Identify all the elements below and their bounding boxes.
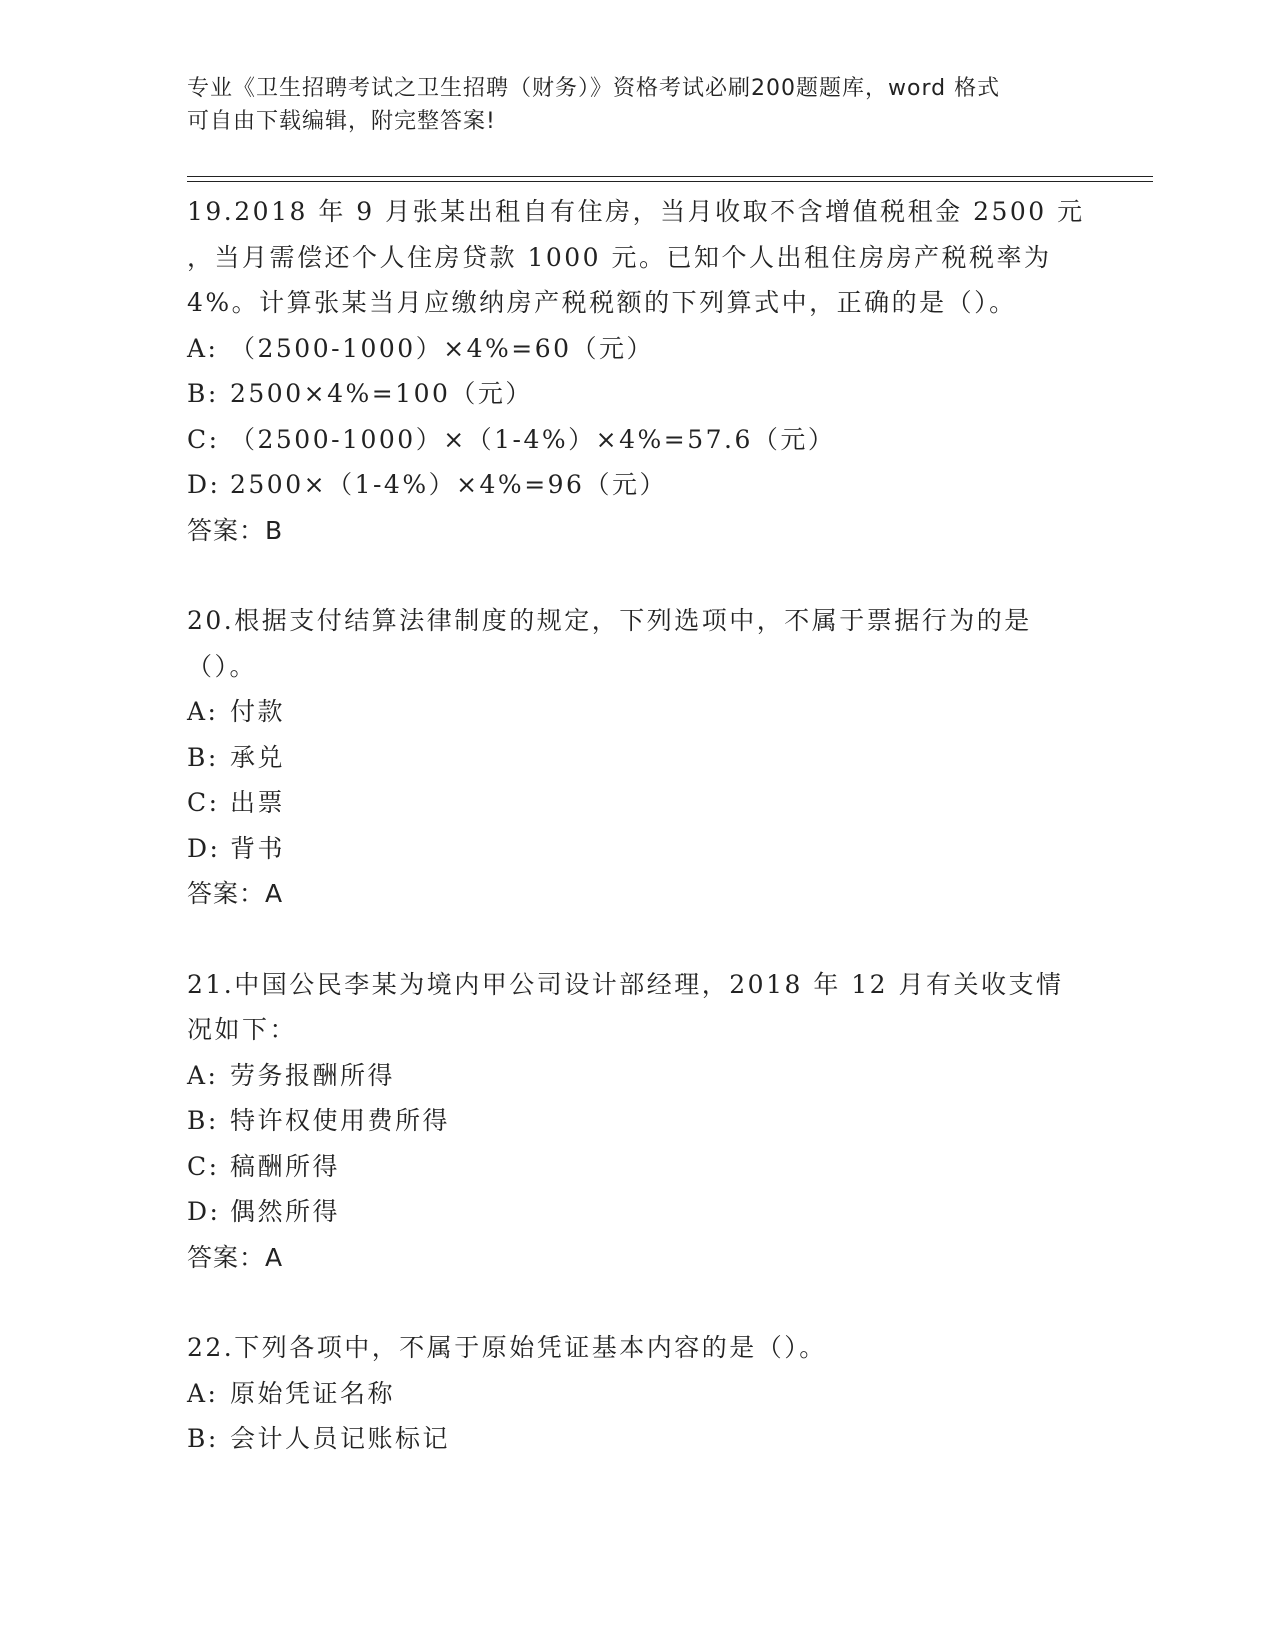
question-text-line: 况如下：: [187, 1015, 298, 1044]
option-text: 原始凭证名称: [230, 1378, 396, 1408]
option-text: 2500×（1-4%）×4%=96（元）: [230, 470, 667, 499]
question-text-line: 19.2018 年 9 月张某出租自有住房，当月收取不含增值税租金 2500 元: [187, 197, 1085, 226]
question-block: [187, 598, 1087, 917]
option-label: C:: [187, 788, 220, 817]
question-text-line: 21.中国公民李某为境内甲公司设计部经理，2018 年 12 月有关收支情: [187, 969, 1064, 999]
question-text-line: 20.根据支付结算法律制度的规定，下列选项中，不属于票据行为的是: [187, 606, 1032, 635]
answer-option: [187, 1098, 1087, 1144]
answer-option: [187, 780, 1087, 826]
option-label: A:: [187, 1378, 219, 1408]
answer-key: 答案：B: [187, 515, 284, 545]
answer-option: [187, 1053, 1087, 1099]
option-label: A:: [187, 697, 219, 726]
answer-option: [187, 326, 1087, 372]
answer-option: [187, 735, 1087, 781]
answer-option: [187, 826, 1087, 872]
answer-option: [187, 1371, 1087, 1417]
option-label: D:: [187, 470, 221, 499]
option-label: C:: [187, 424, 220, 454]
option-text: 2500×4%=100（元）: [230, 379, 533, 408]
option-label: D:: [187, 833, 221, 863]
option-label: A:: [187, 333, 219, 363]
answer-option: [187, 417, 1087, 463]
option-text: 劳务报酬所得: [230, 1060, 396, 1090]
option-label: B:: [187, 1424, 219, 1453]
answer-option: [187, 371, 1087, 417]
question-block: [187, 1325, 1087, 1462]
answer-option: [187, 1416, 1087, 1462]
question-text-line: ，当月需偿还个人住房贷款 1000 元。已知个人出租住房房产税税率为: [187, 242, 1052, 272]
header-line-1: 专业《卫生招聘考试之卫生招聘（财务）》资格考试必刷200题题库，word 格式: [187, 76, 1001, 101]
answer-option: [187, 1144, 1087, 1190]
question-text-line: 4%。计算张某当月应缴纳房产税税额的下列算式中，正确的是（）。: [187, 288, 1017, 317]
header-divider-bottom: [187, 181, 1153, 182]
question-list: [187, 189, 1087, 1462]
question-block: [187, 189, 1087, 553]
answer-key: 答案：A: [187, 879, 284, 908]
option-label: A:: [187, 1060, 219, 1090]
option-label: D:: [187, 1197, 221, 1226]
option-text: 偶然所得: [230, 1197, 341, 1226]
option-text: 出票: [230, 788, 286, 817]
option-text: （2500-1000）×（1-4%）×4%=57.6（元）: [230, 424, 836, 454]
option-label: B:: [187, 379, 219, 408]
answer-key: 答案：A: [187, 1242, 284, 1272]
header-divider-top: [187, 176, 1153, 177]
answer-option: [187, 689, 1087, 735]
option-text: （2500-1000）×4%=60（元）: [230, 333, 655, 363]
header-line-2: 可自由下载编辑，附完整答案!: [187, 109, 496, 134]
question-text-line: 22.下列各项中，不属于原始凭证基本内容的是（）。: [187, 1333, 827, 1362]
answer-option: [187, 1189, 1087, 1235]
option-text: 承兑: [230, 742, 286, 772]
document-header: [187, 72, 1067, 138]
option-text: 付款: [230, 697, 286, 726]
option-text: 特许权使用费所得: [230, 1106, 451, 1135]
option-text: 会计人员记账标记: [230, 1424, 451, 1453]
option-text: 稿酬所得: [230, 1151, 341, 1181]
answer-option: [187, 462, 1087, 508]
option-label: C:: [187, 1151, 220, 1181]
option-text: 背书: [230, 833, 286, 863]
option-label: B:: [187, 1106, 219, 1135]
question-text-line: （）。: [187, 651, 258, 681]
question-block: [187, 962, 1087, 1281]
option-label: B:: [187, 742, 219, 772]
